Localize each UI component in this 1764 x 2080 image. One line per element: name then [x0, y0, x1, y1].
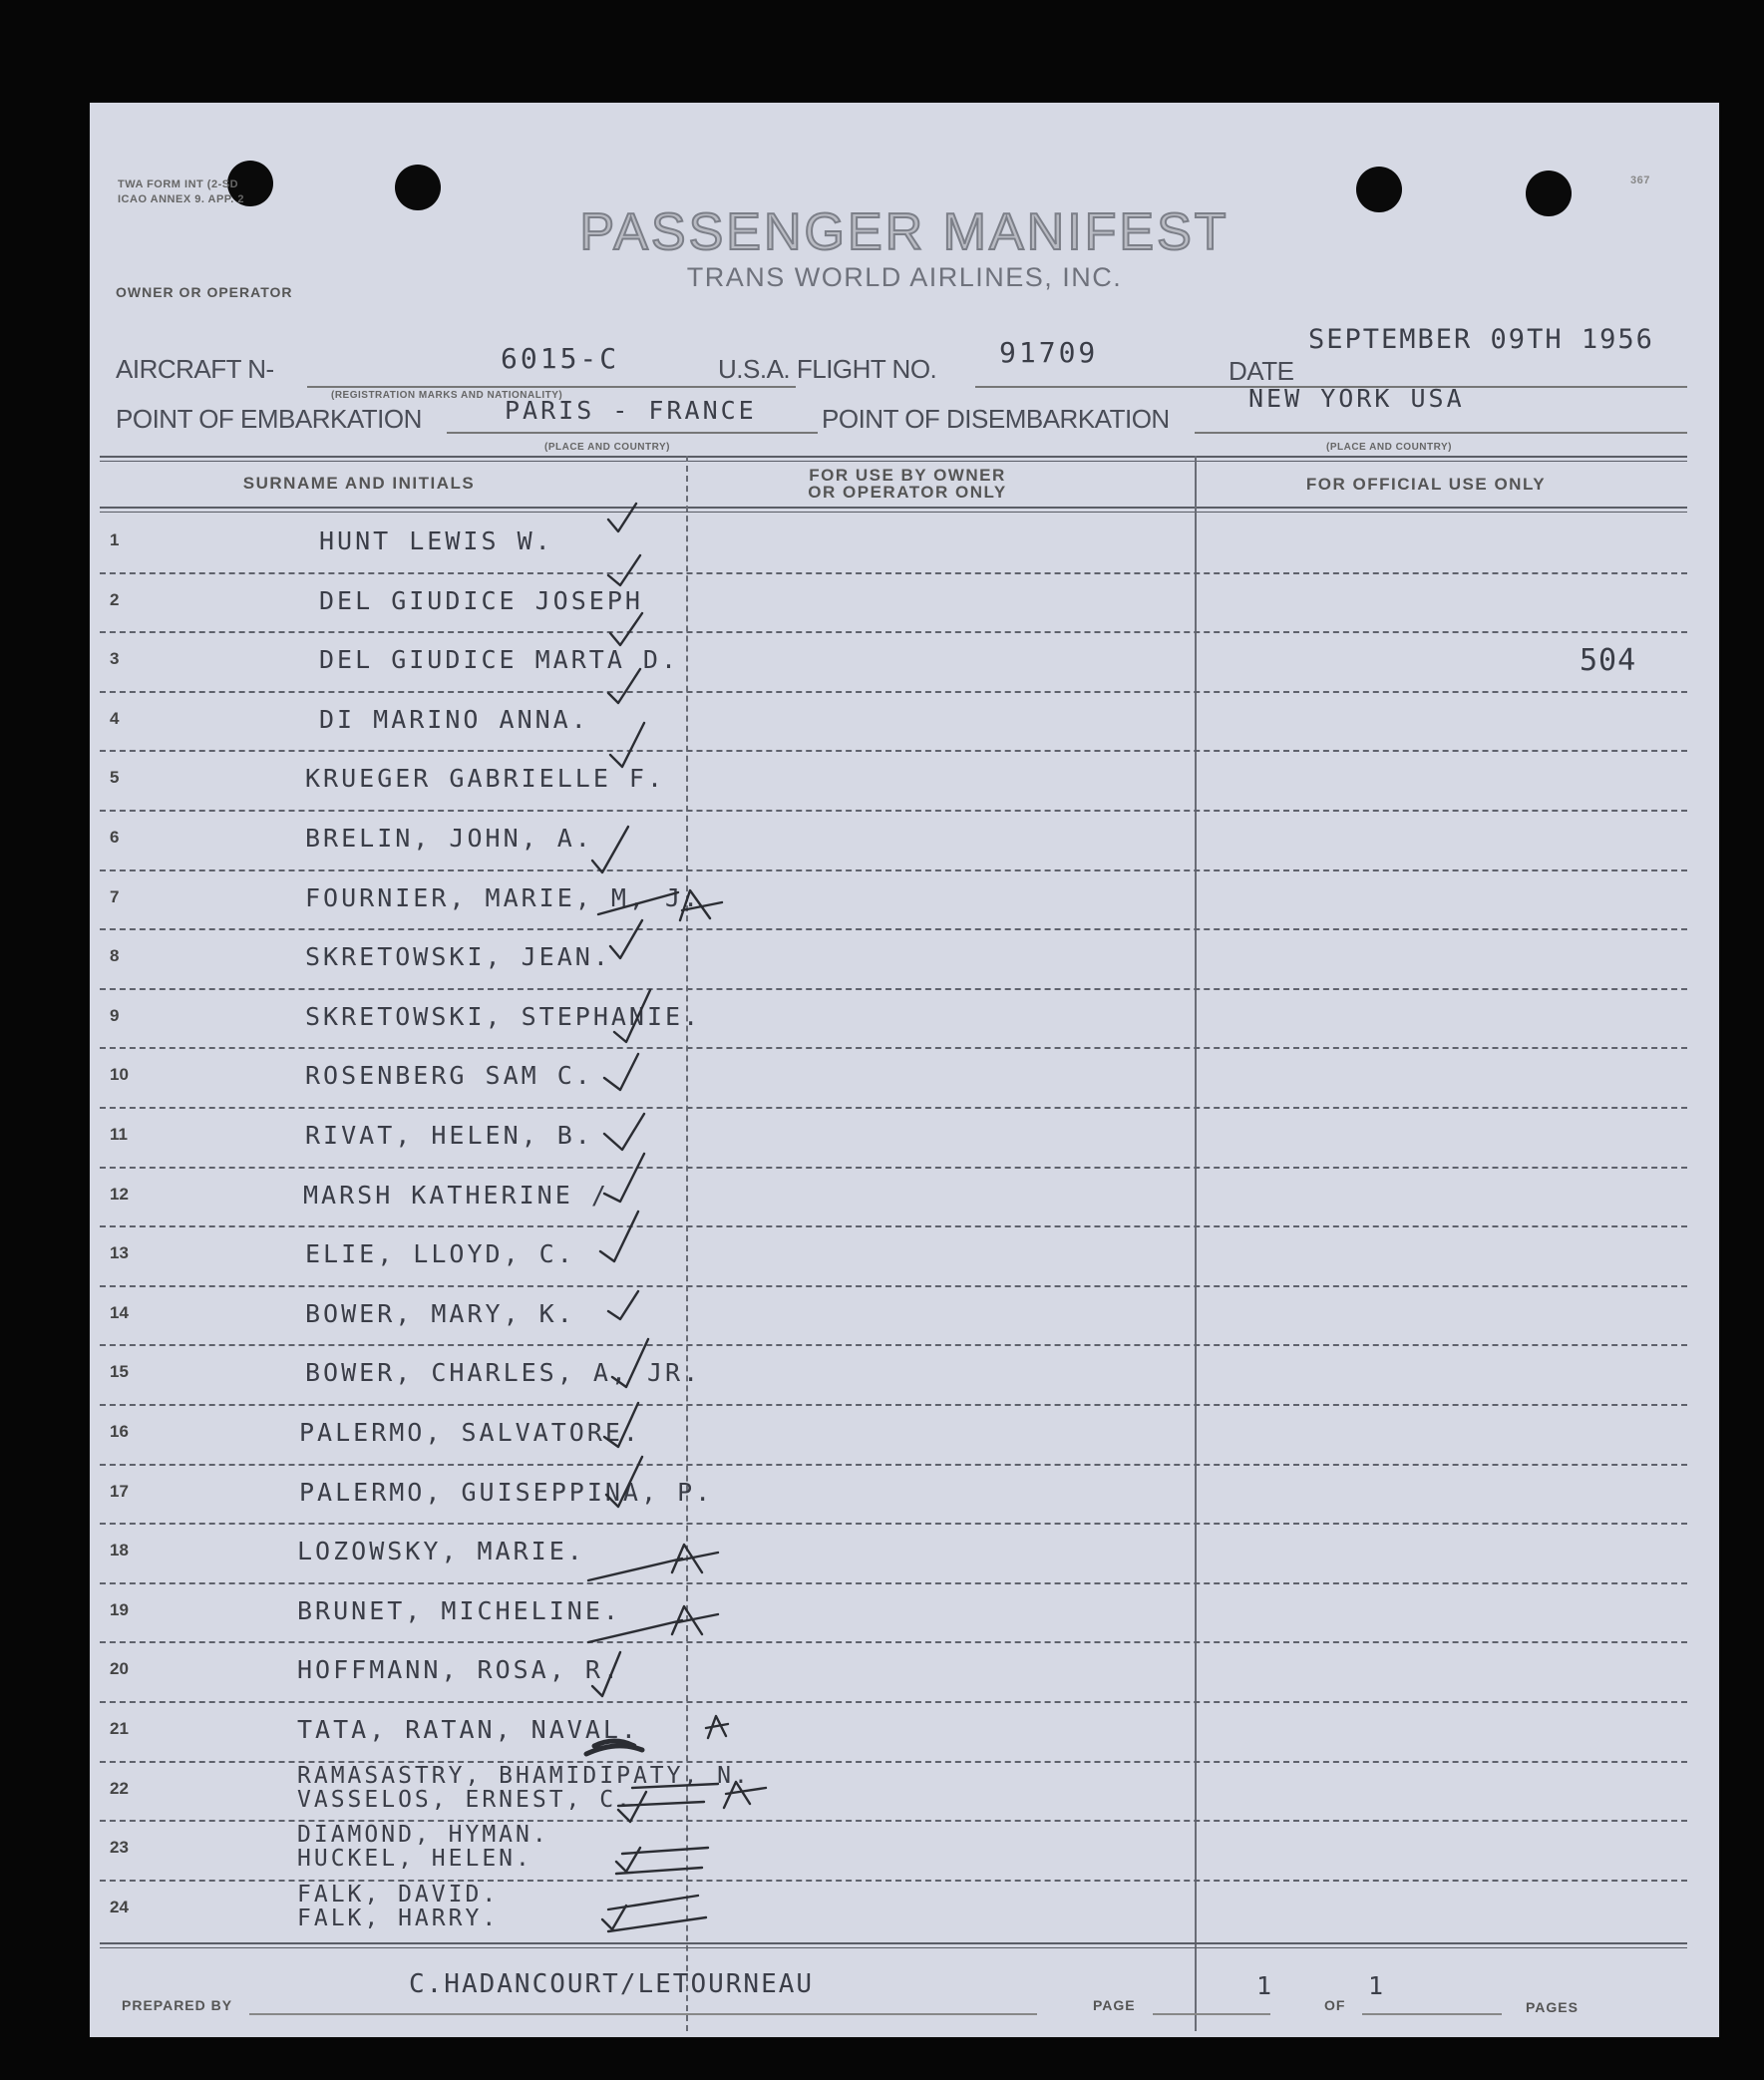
passenger-name: TATA, RATAN, NAVAL.	[297, 1715, 639, 1744]
passenger-name: HOFFMANN, ROSA, R.	[297, 1655, 621, 1685]
row-number: 11	[110, 1125, 128, 1144]
form-id-line2: ICAO ANNEX 9. APP. 2	[118, 193, 244, 205]
row-number: 21	[110, 1719, 129, 1738]
row-number: 2	[110, 589, 120, 609]
owner-use-line1: FOR USE BY OWNER	[809, 466, 1006, 485]
disembarkation-label: POINT OF DISEMBARKATION	[822, 404, 1170, 434]
aircraft-label: AIRCRAFT N-	[116, 354, 274, 384]
check-mark	[600, 1212, 638, 1261]
check-mark	[604, 1403, 638, 1447]
row-number: 13	[110, 1243, 129, 1263]
check-mark	[608, 555, 640, 585]
passenger-name: BRUNET, MICHELINE.	[297, 1595, 621, 1625]
check-mark	[604, 1114, 644, 1150]
disembarkation-caption: (PLACE AND COUNTRY)	[1326, 442, 1452, 453]
row-number: 16	[110, 1422, 129, 1441]
corner-code: 367	[1630, 174, 1650, 186]
page-title: PASSENGER MANIFEST	[579, 203, 1230, 261]
passenger-name: ELIE, LLOYD, C.	[305, 1239, 575, 1269]
passenger-name: SKRETOWSKI, JEAN.	[305, 942, 611, 972]
passenger-name: DEL GIUDICE MARTA D.	[319, 645, 680, 675]
passenger-name: FALK, DAVID.	[297, 1881, 500, 1907]
passenger-name: BOWER, CHARLES, A, JR.	[305, 1358, 702, 1388]
row-number: 12	[110, 1184, 129, 1204]
check-mark	[612, 1339, 648, 1387]
passenger-name: HUCKEL, HELEN.	[297, 1846, 532, 1873]
passenger-name: DI MARINO ANNA.	[319, 704, 589, 734]
passenger-name: KRUEGER GABRIELLE F.	[305, 764, 666, 794]
row-number: 14	[110, 1302, 129, 1322]
check-mark	[606, 1457, 642, 1507]
embarkation-value: PARIS - FRANCE	[505, 396, 757, 425]
passenger-name: ROSENBERG SAM C.	[305, 1061, 593, 1091]
check-mark	[608, 669, 640, 703]
check-mark	[610, 920, 642, 958]
row-number: 4	[110, 708, 120, 728]
airline-name: TRANS WORLD AIRLINES, INC.	[686, 262, 1123, 292]
check-mark	[610, 723, 644, 767]
check-mark	[604, 1154, 644, 1202]
row-number: 10	[110, 1065, 129, 1085]
row-number: 24	[110, 1897, 129, 1916]
of-value: 1	[1368, 1971, 1387, 2000]
row-number: 5	[110, 768, 120, 788]
passenger-name: FALK, HARRY.	[297, 1905, 500, 1931]
embarkation-label: POINT OF EMBARKATION	[116, 404, 422, 434]
cancel-mark	[618, 1802, 704, 1806]
aircraft-value: 6015-C	[501, 342, 620, 375]
row-number: 15	[110, 1362, 129, 1382]
form-id-line1: TWA FORM INT (2-SD	[118, 178, 239, 190]
page-label: PAGE	[1093, 1997, 1136, 2013]
passenger-name: PALERMO, GUISEPPINA, P.	[299, 1477, 714, 1507]
registration-caption: (REGISTRATION MARKS AND NATIONALITY)	[331, 390, 563, 401]
date-value: SEPTEMBER 09TH 1956	[1308, 324, 1654, 355]
flight-value: 91709	[999, 336, 1099, 369]
row-number: 17	[110, 1481, 129, 1501]
cancel-mark	[588, 1606, 718, 1642]
cancel-mark	[616, 1848, 708, 1874]
passenger-name: HUNT LEWIS W.	[319, 526, 553, 555]
owner-use-line2: OR OPERATOR ONLY	[808, 483, 1007, 502]
handwritten-check-marks	[90, 103, 1719, 2037]
flight-label: U.S.A. FLIGHT NO.	[718, 354, 937, 384]
row-number: 3	[110, 649, 120, 669]
official-use-column-header: FOR OFFICIAL USE ONLY	[1305, 475, 1547, 494]
cancel-mark	[588, 1545, 718, 1580]
row-number: 20	[110, 1659, 129, 1679]
prepared-by-label: PREPARED BY	[122, 1997, 233, 2013]
passenger-name: RIVAT, HELEN, B.	[305, 1121, 593, 1150]
embarkation-caption: (PLACE AND COUNTRY)	[544, 442, 670, 453]
passenger-name: MARSH KATHERINE /	[303, 1180, 609, 1210]
row-number: 23	[110, 1838, 129, 1858]
page-value: 1	[1256, 1971, 1275, 2000]
passenger-name: FOURNIER, MARIE, M, J.	[305, 882, 702, 912]
check-mark	[604, 1054, 638, 1090]
check-mark	[610, 613, 642, 645]
cancel-mark	[598, 890, 722, 920]
check-mark	[614, 990, 650, 1042]
passenger-name: VASSELOS, ERNEST, C.	[297, 1786, 633, 1813]
row-number: 19	[110, 1599, 129, 1619]
check-mark	[616, 1848, 640, 1872]
row-number: 6	[110, 828, 120, 847]
row-number: 8	[110, 946, 120, 966]
of-label: OF	[1324, 1997, 1346, 2013]
passenger-name: DEL GIUDICE JOSEPH	[319, 585, 643, 615]
passenger-name: BRELIN, JOHN, A.	[305, 824, 593, 853]
manifest-sheet	[90, 103, 1719, 2037]
row-number: 7	[110, 886, 120, 906]
cancel-mark	[706, 1716, 728, 1738]
row-number: 22	[110, 1778, 129, 1798]
prepared-by-value: C.HADANCOURT/LETOURNEAU	[409, 1969, 815, 1999]
disembarkation-value: NEW YORK USA	[1248, 384, 1465, 413]
passenger-name: DIAMOND, HYMAN.	[297, 1822, 549, 1849]
check-mark	[608, 1291, 638, 1319]
check-mark	[608, 504, 636, 531]
row-number: 1	[110, 530, 120, 549]
date-label: DATE	[1229, 356, 1294, 386]
passenger-name: RAMASASTRY, BHAMIDIPATY, N.	[297, 1762, 751, 1789]
surname-column-header: SURNAME AND INITIALS	[242, 474, 476, 493]
official-note: 504	[1580, 643, 1637, 679]
passenger-name: BOWER, MARY, K.	[305, 1298, 575, 1328]
row-number: 9	[110, 1005, 120, 1025]
passenger-name: LOZOWSKY, MARIE.	[297, 1537, 585, 1566]
passenger-name: PALERMO, SALVATORE.	[299, 1418, 641, 1447]
check-mark	[592, 1652, 620, 1696]
cancel-mark	[586, 1741, 642, 1754]
passenger-name: SKRETOWSKI, STEPHANIE.	[305, 1001, 702, 1031]
owner-label: OWNER OR OPERATOR	[116, 284, 293, 300]
row-number: 18	[110, 1541, 129, 1560]
check-mark	[592, 827, 628, 872]
pages-label: PAGES	[1526, 1999, 1579, 2015]
